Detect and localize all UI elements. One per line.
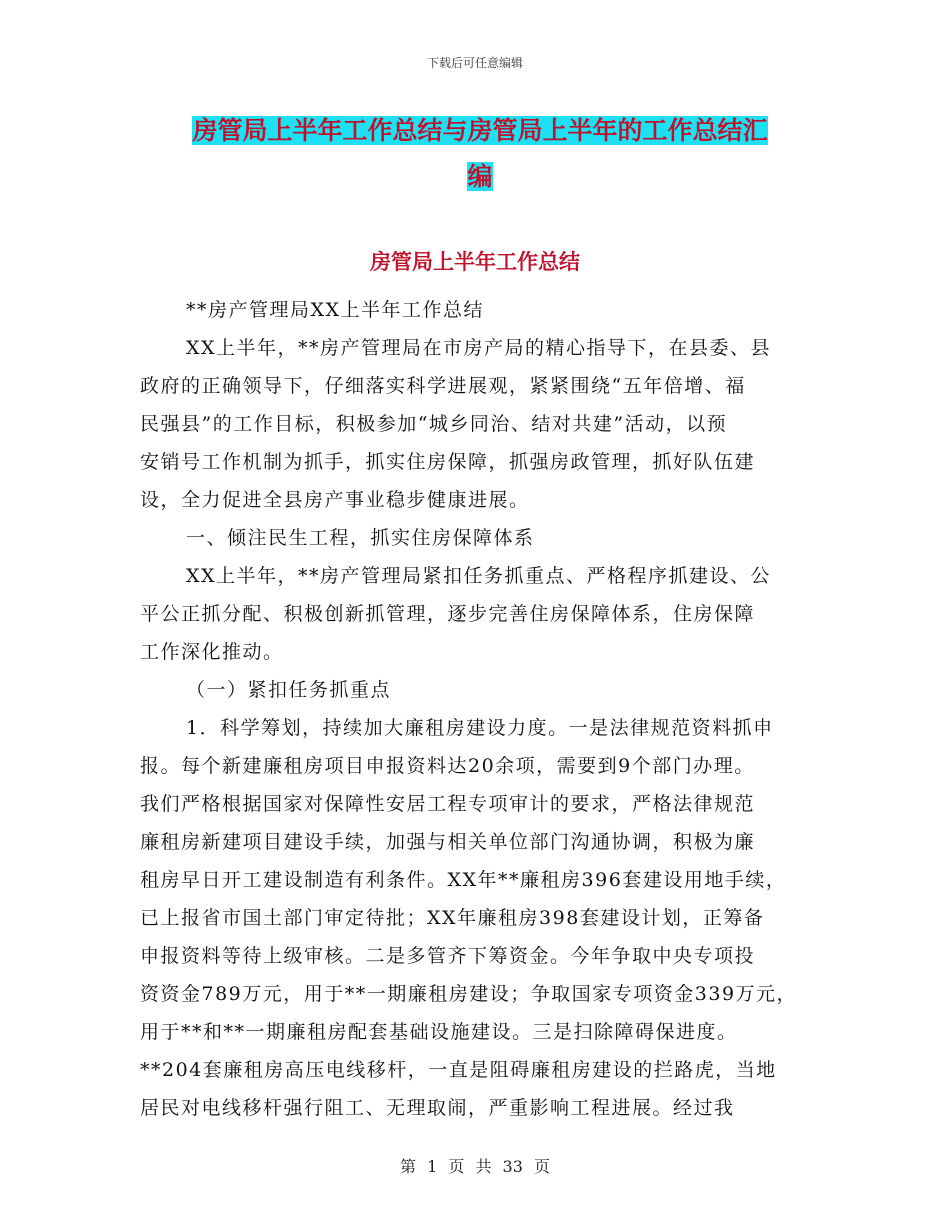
section-title: 房管局上半年工作总结: [370, 249, 580, 274]
body-line: 工作深化推动。: [140, 641, 284, 663]
body-line: **房产管理局XX上半年工作总结: [186, 299, 485, 321]
page-number-footer: 第 1 页 共 33 页: [400, 1157, 550, 1176]
document-title-line-2: 编: [467, 162, 493, 191]
body-line: 租房早日开工建设制造有利条件。XX年**廉租房396套建设用地手续，: [140, 869, 787, 891]
body-line: （一）紧扣任务抓重点: [186, 679, 392, 701]
body-line: 设，全力促进全县房产事业稳步健康进展。: [140, 489, 530, 511]
body-line: 报。每个新建廉租房项目申报资料达20余项，需要到9个部门办理。: [140, 755, 755, 777]
body-line: 政府的正确领导下，仔细落实科学进展观，紧紧围绕“五年倍增、福: [140, 375, 746, 397]
document-body: [140, 291, 830, 1127]
body-line: 用于**和**一期廉租房配套基础设施建设。三是扫除障碍保进度。: [140, 1021, 738, 1043]
body-line: 民强县”的工作目标，积极参加“城乡同治、结对共建”活动，以预: [140, 413, 728, 435]
body-line: 居民对电线移杆强行阻工、无理取闹，严重影响工程进展。经过我: [140, 1097, 735, 1119]
document-title-line-1: 房管局上半年工作总结与房管局上半年的工作总结汇: [192, 116, 768, 145]
body-line: 已上报省市国土部门审定待批；XX年廉租房398套建设计划，正筹备: [140, 907, 765, 929]
body-line: **204套廉租房高压电线移杆，一直是阻碍廉租房建设的拦路虎，当地: [140, 1059, 777, 1081]
body-line: XX上半年，**房产管理局紧扣任务抓重点、严格程序抓建设、公: [186, 565, 772, 587]
body-line: 1．科学筹划，持续加大廉租房建设力度。一是法律规范资料抓申: [186, 717, 774, 739]
body-line: 一、倾注民生工程，抓实住房保障体系: [186, 527, 535, 549]
body-line: 申报资料等待上级审核。二是多管齐下筹资金。今年争取中央专项投: [140, 945, 756, 967]
body-line: XX上半年，**房产管理局在市房产局的精心指导下，在县委、县: [186, 337, 772, 359]
body-line: 安销号工作机制为抓手，抓实住房保障，抓强房政管理，抓好队伍建: [140, 451, 756, 473]
body-line: 资资金789万元，用于**一期廉租房建设；争取国家专项资金339万元，: [140, 983, 798, 1005]
document-title: [140, 108, 820, 200]
page-header-note: 下载后可任意编辑: [426, 56, 523, 70]
body-line: 我们严格根据国家对保障性安居工程专项审计的要求，严格法律规范: [140, 793, 756, 815]
body-line: 廉租房新建项目建设手续，加强与相关单位部门沟通协调，积极为廉: [140, 831, 756, 853]
body-line: 平公正抓分配、积极创新抓管理，逐步完善住房保障体系，住房保障: [140, 603, 756, 625]
